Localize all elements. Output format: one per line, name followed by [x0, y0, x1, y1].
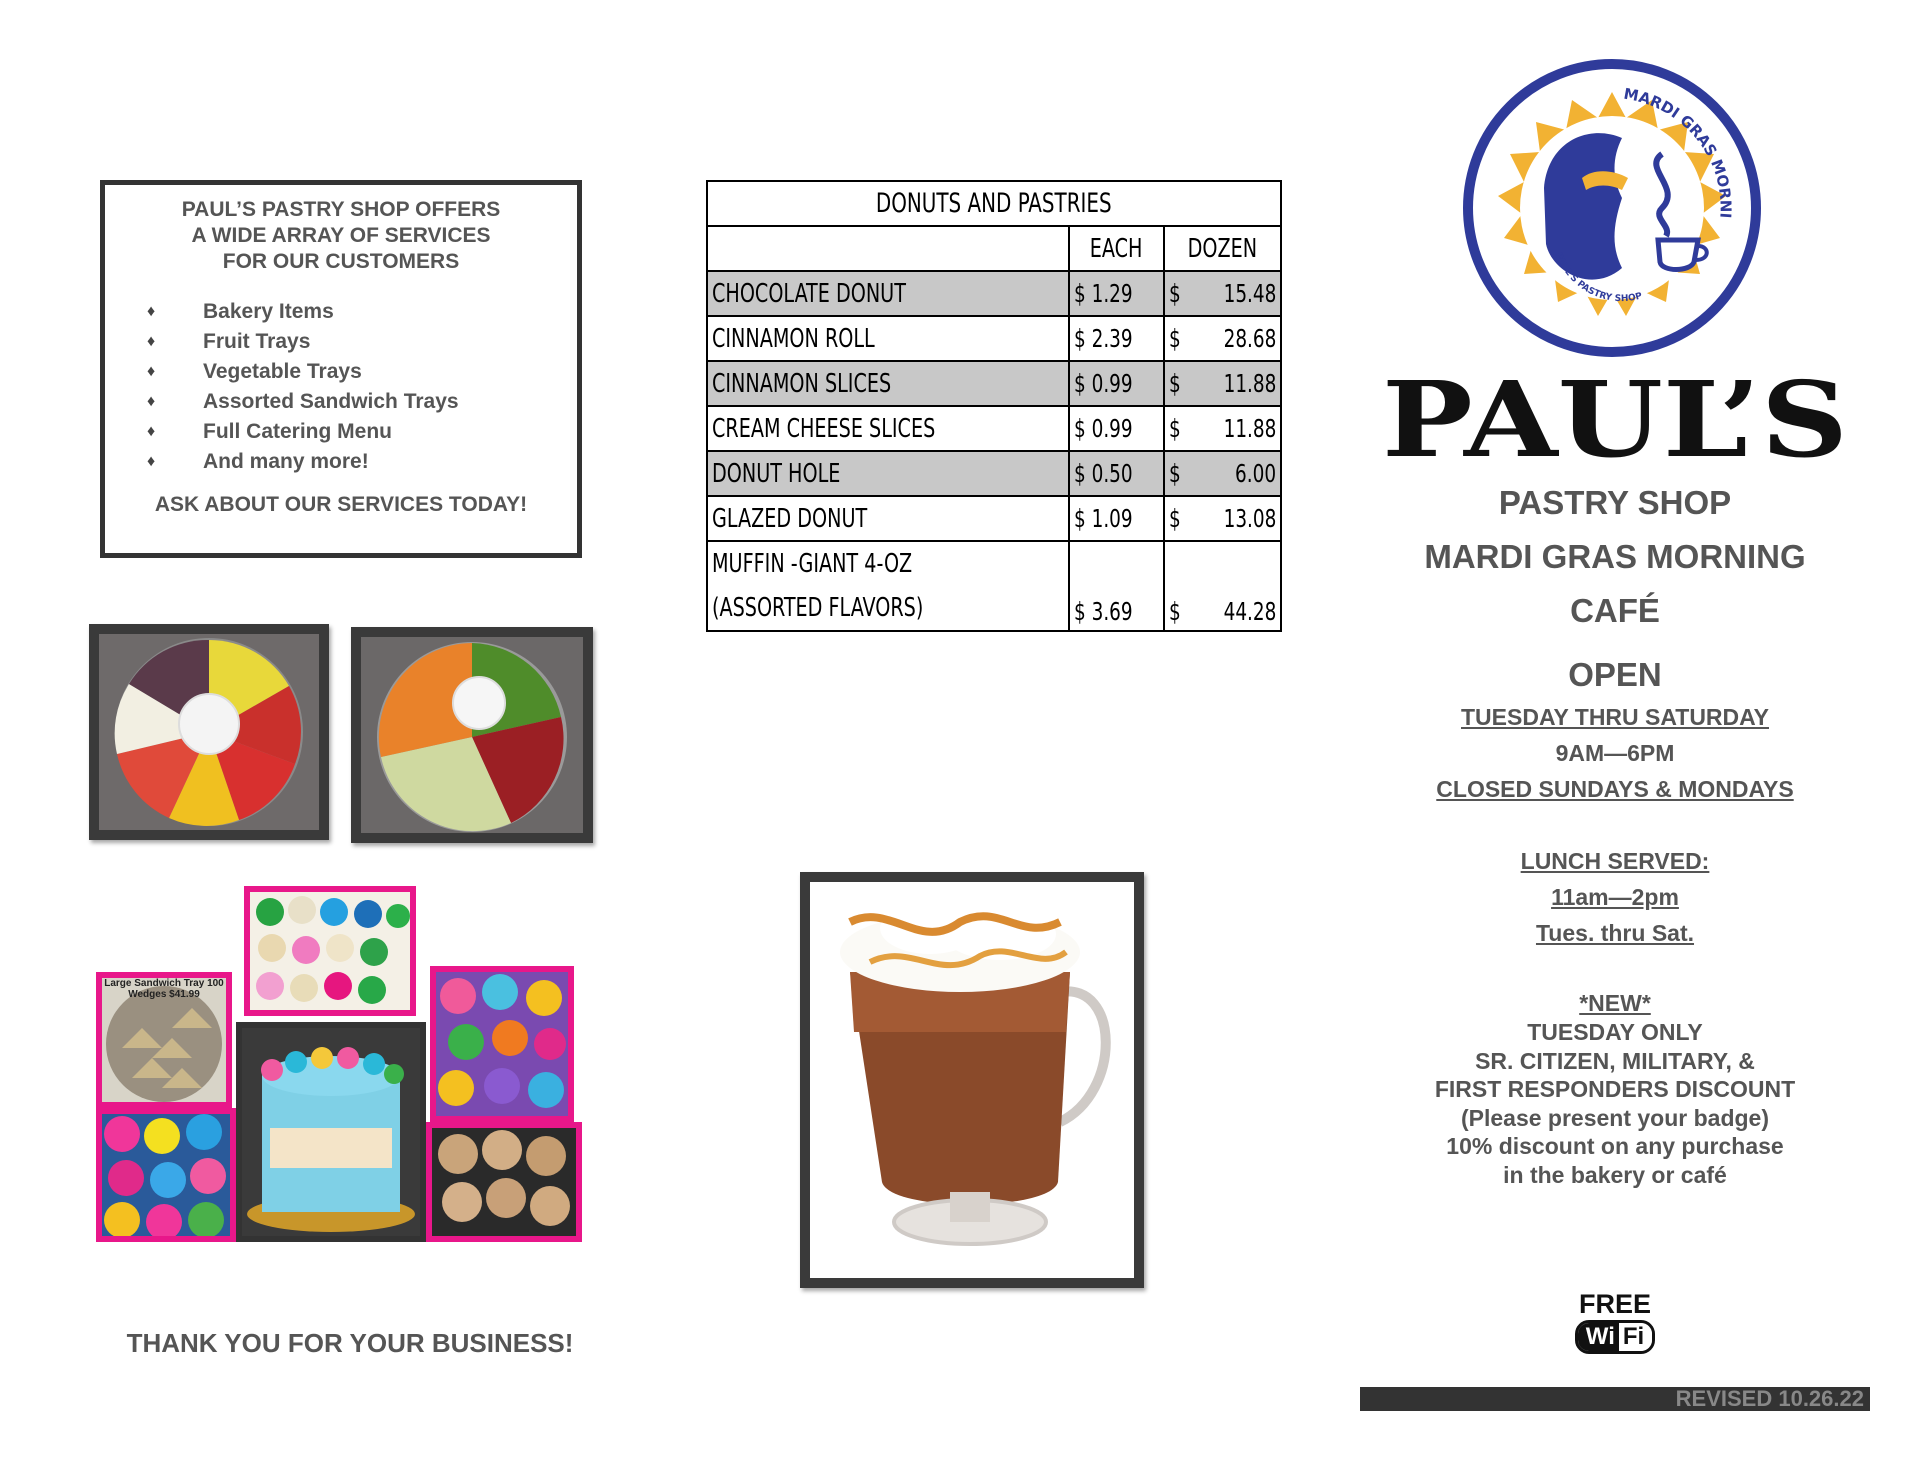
- item-price-each: $ 2.39: [1069, 316, 1164, 361]
- item-price-each: $ 0.99: [1069, 361, 1164, 406]
- cupcakes-photo: [244, 886, 416, 1016]
- open-heading: OPEN: [1568, 656, 1662, 693]
- brand-wordmark: [1380, 372, 1850, 472]
- services-box: [100, 180, 582, 558]
- coffee-photo: [800, 872, 1144, 1288]
- list-item: ♦ Bakery Items: [105, 297, 577, 327]
- pink-cupcakes-photo: [96, 1108, 236, 1242]
- item-name: CREAM CHEESE SLICES: [707, 406, 1069, 451]
- column-header-each: EACH: [1069, 226, 1164, 271]
- cookies-photo: [426, 1122, 582, 1242]
- mardi-gras-morning-logo: [1462, 58, 1762, 358]
- item-name: CINNAMON SLICES: [707, 361, 1069, 406]
- revised-date-bar: REVISED 10.26.22: [1360, 1387, 1870, 1411]
- new-badge: *NEW*: [1579, 990, 1651, 1016]
- diamond-bullet-icon: ♦: [147, 423, 156, 440]
- bakery-collage: [96, 886, 590, 1242]
- brand-line-cafe-name: MARDI GRAS MORNING: [1424, 538, 1806, 575]
- list-item: ♦ Assorted Sandwich Trays: [105, 387, 577, 417]
- list-item: ♦ Full Catering Menu: [105, 417, 577, 447]
- item-price-dozen: $ 6.00: [1164, 451, 1281, 496]
- item-price-each: $ 3.69: [1069, 541, 1164, 631]
- diamond-bullet-icon: ♦: [147, 363, 156, 380]
- logo-emblem-icon: [1462, 58, 1762, 358]
- sandwich-tray-label: Large Sandwich Tray 100 Wedges $41.99: [104, 978, 224, 1000]
- item-name: CINNAMON ROLL: [707, 316, 1069, 361]
- item-name: CHOCOLATE DONUT: [707, 271, 1069, 316]
- rainbow-cupcakes-photo: [430, 966, 574, 1122]
- item-price-each: $ 1.09: [1069, 496, 1164, 541]
- wifi-icon: Wi Fi: [1575, 1320, 1655, 1354]
- item-price-dozen: $ 11.88: [1164, 361, 1281, 406]
- menu-table-container: [706, 180, 1280, 654]
- services-heading: PAUL’S PASTRY SHOP OFFERS A WIDE ARRAY OF SERVICES FOR OUR CUSTOMERS: [181, 198, 501, 273]
- lunch-label: LUNCH SERVED:: [1520, 848, 1710, 874]
- list-item: ♦ Vegetable Trays: [105, 357, 577, 387]
- item-price-dozen: $ 28.68: [1164, 316, 1281, 361]
- lunch-days: Tues. thru Sat.: [1535, 920, 1695, 946]
- table-row: [707, 406, 1281, 451]
- item-price-dozen: $ 44.28: [1164, 541, 1281, 631]
- table-header-blank: [707, 226, 1069, 271]
- fruit-tray-photo: [89, 624, 329, 840]
- donuts-pastries-table: [706, 180, 1282, 632]
- coffee-mug-image: [810, 882, 1134, 1278]
- list-item: ♦ And many more!: [105, 447, 577, 477]
- item-name: MUFFIN -GIANT 4-OZ (ASSORTED FLAVORS): [707, 541, 1069, 631]
- vegetable-tray-image: [361, 637, 583, 833]
- item-name: DONUT HOLE: [707, 451, 1069, 496]
- item-price-each: $ 0.99: [1069, 406, 1164, 451]
- diamond-bullet-icon: ♦: [147, 303, 156, 320]
- free-label: FREE: [1578, 1289, 1651, 1319]
- sandwich-tray-photo: [96, 972, 232, 1108]
- closed-days: CLOSED SUNDAYS & MONDAYS: [1436, 776, 1794, 802]
- diamond-bullet-icon: ♦: [147, 393, 156, 410]
- table-row: [707, 541, 1281, 631]
- item-name: GLAZED DONUT: [707, 496, 1069, 541]
- services-call-to-action: ASK ABOUT OUR SERVICES TODAY!: [154, 493, 528, 516]
- brand-line-pastry-shop: PASTRY SHOP: [1498, 484, 1732, 521]
- brand-line-cafe: CAFÉ: [1570, 592, 1660, 629]
- vegetable-tray-photo: [351, 627, 593, 843]
- column-header-dozen: DOZEN: [1164, 226, 1281, 271]
- fruit-tray-image: [99, 634, 319, 830]
- table-row: [707, 496, 1281, 541]
- thank-you-text: THANK YOU FOR YOUR BUSINESS!: [126, 1328, 574, 1358]
- diamond-bullet-icon: ♦: [147, 333, 156, 350]
- layer-cake-photo: [236, 1022, 426, 1242]
- lunch-time: 11am—2pm: [1551, 884, 1679, 910]
- table-row: [707, 361, 1281, 406]
- services-list: [105, 297, 577, 477]
- item-price-dozen: $ 11.88: [1164, 406, 1281, 451]
- item-price-dozen: $ 13.08: [1164, 496, 1281, 541]
- table-row: [707, 316, 1281, 361]
- table-title: DONUTS AND PASTRIES: [707, 181, 1281, 226]
- item-price-each: $ 1.29: [1069, 271, 1164, 316]
- discount-details: TUESDAY ONLY SR. CITIZEN, MILITARY, & FIRST RESPONDERS DISCOUNT (Please present your badge) 10% discount on any purchase in the bakery or café: [1434, 1019, 1796, 1188]
- item-price-dozen: $ 15.48: [1164, 271, 1281, 316]
- table-row: [707, 451, 1281, 496]
- brand-name: PAUL’S: [1382, 372, 1848, 472]
- table-row: [707, 271, 1281, 316]
- open-days: TUESDAY THRU SATURDAY: [1461, 704, 1769, 730]
- list-item: ♦ Fruit Trays: [105, 327, 577, 357]
- logo-inner-text: PAUL'S PASTRY SHOP: [1552, 251, 1644, 305]
- free-wifi: [1560, 1290, 1670, 1354]
- diamond-bullet-icon: ♦: [147, 453, 156, 470]
- item-price-each: $ 0.50: [1069, 451, 1164, 496]
- open-hours: 9AM—6PM: [1555, 740, 1675, 766]
- logo-ring-text: MARDI GRAS MORNI: [1622, 84, 1735, 219]
